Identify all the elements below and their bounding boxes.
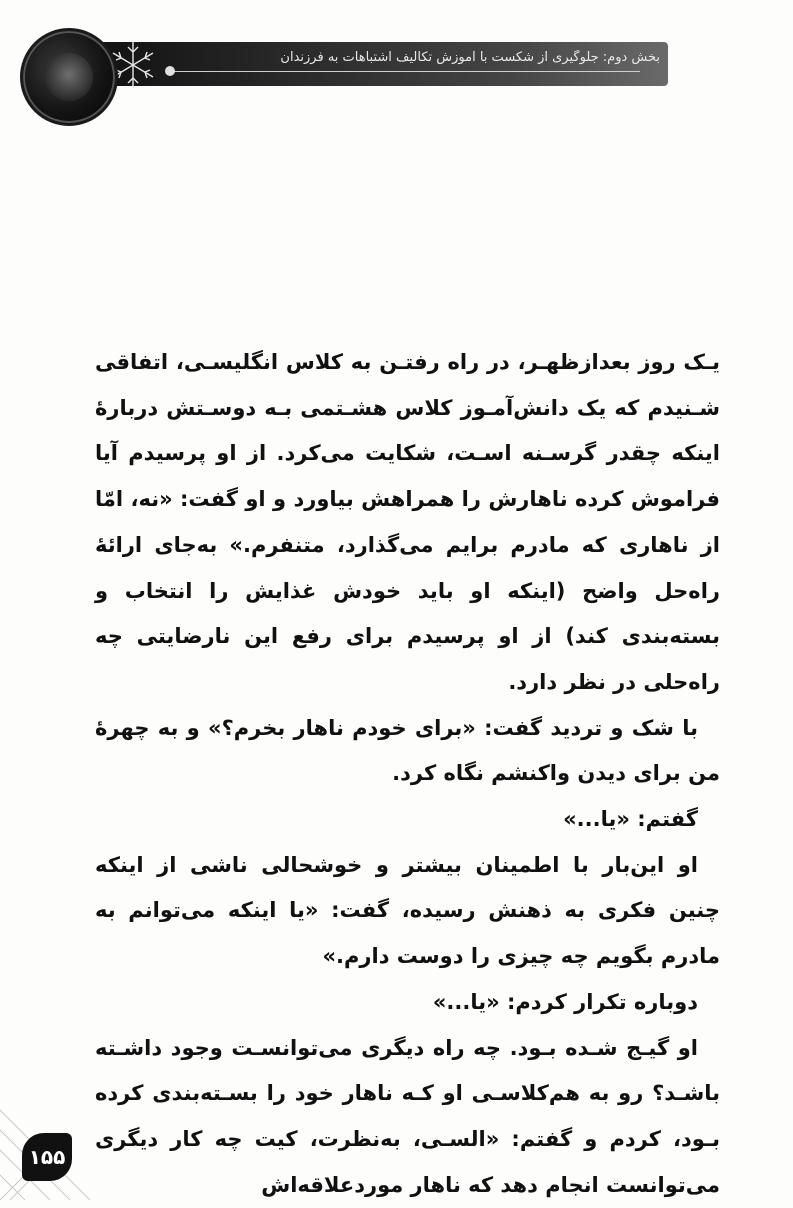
paragraph: او گیـج شـده بـود. چه راه دیگری می‌توانسـت وجود داشـته باشـد؟ رو به هم‌کلاسـی او کـه ناهار خود را بسـته‌بندی کرده بـود، کردم و گفتم: «السـی، به‌نظرت، کیت چه کار دیگری می‌توانست انجام دهد که ناهار موردعلاقه‌اش bbox=[95, 1035, 720, 1197]
running-header bbox=[20, 28, 780, 124]
header-dot bbox=[165, 66, 175, 76]
medallion-image bbox=[45, 53, 93, 101]
paragraph: با شک و تردید گفت: «برای خودم ناهار بخرم؟» و به چهرهٔ من برای دیدن واکنشم نگاه کرد. bbox=[95, 715, 720, 786]
body-text bbox=[95, 340, 720, 1208]
paragraph: یـک روز بعدازظهـر، در راه رفتـن به کلاس انگلیسـی، اتفاقی شـنیدم که یک دانش‌آمـوز کلاس هشـتمی بـه دوسـتش دربارهٔ اینکه چقدر گرسـنه اسـت، شکایت می‌کرد. از او پرسیدم آیا فراموش کرده ناهارش را همراهش بیاورد و او گفت: «نه، امّا از ناهاری که مادرم برایم می‌گذارد، متنفرم.» به‌جای ارائهٔ راه‌حل واضح (اینکه او باید خودش غذایش را انتخاب و بسته‌بندی کند) از او پرسیدم برای رفع این نارضایتی چه راه‌حلی در نظر دارد. bbox=[95, 350, 720, 694]
paragraph: او این‌بار با اطمینان بیشتر و خوشحالی ناشی از اینکه چنین فکری به ذهنش رسیده، گفت: «یا اینکه می‌توانم به مادرم بگویم چه چیزی را دوست دارم.» bbox=[95, 852, 720, 969]
chapter-title: بخش دوم: جلوگیری از شکست با آموزش تکالیف اشتباهات به فرزندان bbox=[280, 50, 660, 65]
chapter-medallion-icon bbox=[20, 28, 118, 126]
header-rule bbox=[170, 71, 640, 72]
page-number: ۱۵۵ bbox=[22, 1133, 72, 1181]
paragraph: گفتم: «یا...» bbox=[563, 807, 698, 832]
paragraph: دوباره تکرار کردم: «یا...» bbox=[432, 989, 698, 1014]
